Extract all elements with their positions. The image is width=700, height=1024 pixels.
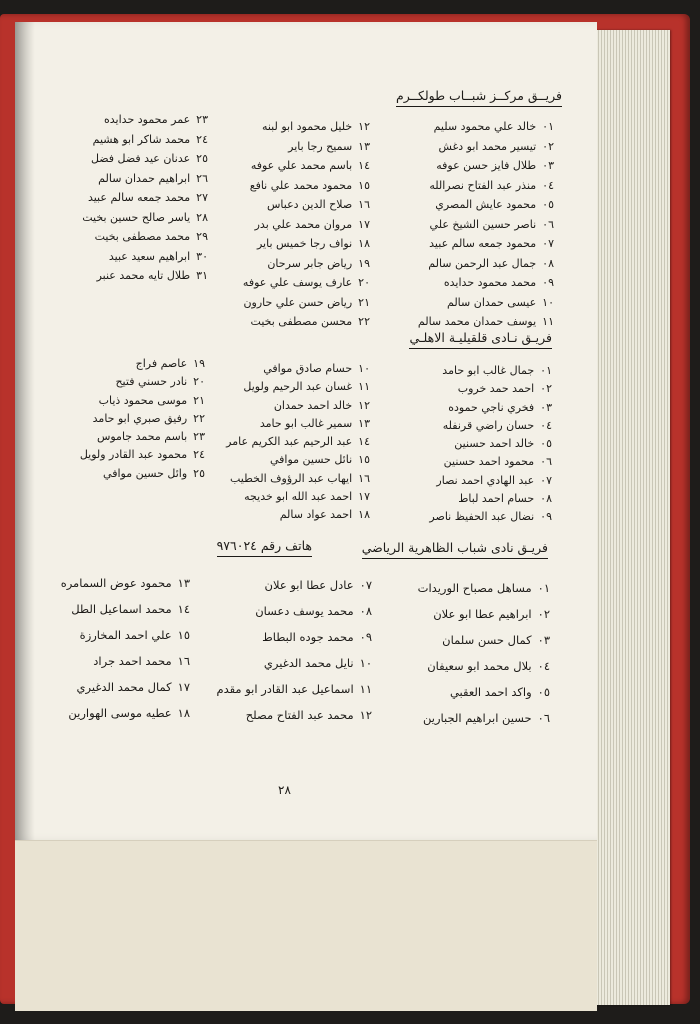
team-column: [418, 117, 554, 332]
player-name: باسم محمد علي عوفه: [250, 159, 353, 172]
player-entry: [243, 195, 370, 215]
player-entry: [418, 705, 550, 731]
player-name: عارف يوسف علي عوفه: [242, 276, 353, 289]
player-number: ١٤: [358, 435, 370, 449]
player-name: محمود محمد علي نافع: [249, 178, 353, 192]
player-entry: [216, 702, 372, 728]
player-entry: [429, 508, 552, 526]
player-number: ١٦: [358, 471, 370, 485]
player-name: محمود جمعه سالم عبيد: [429, 237, 537, 250]
player-entry: [82, 208, 208, 228]
player-number: ١٥: [177, 628, 190, 642]
player-entry: [216, 624, 372, 650]
player-name: جمال غالب ابو حامد: [442, 364, 535, 377]
player-name: محمد عبد الفتاح مصلح: [245, 708, 354, 722]
player-number: ٠٤: [540, 418, 552, 432]
team-column: [80, 355, 205, 483]
player-entry: [61, 648, 190, 674]
player-entry: [418, 627, 550, 653]
player-number: ٢٢: [358, 315, 370, 328]
player-entry: [243, 273, 370, 293]
player-name: عادل عطا ابو علان: [264, 578, 354, 592]
player-number: ٢٩: [196, 230, 208, 243]
player-number: ٢١: [358, 295, 370, 309]
player-number: ٠١: [542, 120, 554, 133]
player-name: فخري ناجي حموده: [448, 400, 535, 414]
player-name: سميح رجا باير: [288, 139, 353, 153]
player-number: ١٦: [358, 198, 370, 211]
player-name: كمال محمد الدغيري: [76, 680, 172, 694]
player-number: ٠٩: [359, 630, 372, 644]
player-number: ١٨: [177, 706, 190, 720]
player-name: واكد احمد العقبي: [449, 685, 532, 699]
player-number: ٢٥: [196, 152, 208, 165]
player-entry: [61, 674, 190, 700]
player-number: ١٣: [177, 576, 190, 590]
section-title-dhahiriya: فريـق نادى شباب الظاهرية الرياضي: [362, 540, 548, 559]
player-number: ٠٧: [540, 473, 552, 487]
player-entry: [429, 380, 552, 398]
player-number: ٠٥: [540, 437, 552, 451]
player-number: ٠٤: [542, 178, 554, 192]
player-entry: [243, 293, 370, 313]
player-name: نواف رجا خميس باير: [256, 237, 353, 250]
player-entry: [243, 176, 370, 196]
team-column: [216, 572, 372, 728]
player-number: ٢٣: [196, 113, 208, 126]
player-entry: [243, 254, 370, 274]
player-name: محمد مصطفى بخيت: [94, 230, 191, 243]
player-name: عبد الهادي احمد نصار: [436, 473, 535, 487]
player-name: محمد اسماعيل الطل: [71, 602, 172, 616]
player-name: كمال حسن سلمان: [442, 633, 532, 647]
player-number: ٢٧: [196, 191, 208, 204]
player-name: محسن مصطفى بخيت: [250, 315, 353, 328]
player-number: ٠٢: [542, 139, 554, 153]
player-name: خالد احمد حمدان: [273, 398, 353, 412]
player-number: ٠١: [537, 581, 550, 595]
player-name: نضال عبد الحفيظ ناصر: [429, 510, 535, 524]
player-name: يوسف حمدان محمد سالم: [417, 315, 537, 328]
player-entry: [226, 397, 370, 415]
player-name: محمد شاكر ابو هشيم: [92, 132, 191, 146]
player-number: ٠٨: [542, 256, 554, 270]
player-entry: [243, 117, 370, 137]
player-name: محمود عبد القادر ولويل: [79, 448, 188, 462]
player-entry: [418, 653, 550, 679]
player-entry: [226, 506, 370, 524]
player-name: عطيه موسى الهوارين: [68, 706, 172, 720]
player-entry: [429, 453, 552, 471]
player-entry: [82, 149, 208, 169]
team-column: [243, 117, 370, 332]
player-entry: [80, 392, 205, 410]
player-entry: [80, 465, 205, 483]
gutter-shadow: [15, 22, 35, 840]
page-lower-margin: [15, 840, 597, 1011]
player-number: ١٢: [358, 398, 370, 412]
player-entry: [226, 451, 370, 469]
player-number: ١٥: [358, 178, 370, 192]
player-number: ٠٩: [542, 276, 554, 289]
player-name: رفيق صبري ابو حامد: [92, 411, 188, 425]
player-entry: [80, 428, 205, 446]
player-name: نادر حسني فتيح: [115, 375, 188, 389]
player-entry: [82, 266, 208, 286]
player-entry: [82, 110, 208, 130]
player-number: ١٤: [177, 602, 190, 616]
player-number: ٢٠: [358, 276, 370, 289]
player-number: ٠٦: [537, 711, 550, 725]
player-number: ٠٧: [542, 237, 554, 250]
player-number: ١١: [542, 315, 554, 328]
player-name: سمير غالب ابو حامد: [259, 416, 353, 430]
player-name: ياسر صالح حسين بخيت: [82, 210, 191, 224]
team-column: [226, 360, 370, 525]
player-entry: [243, 215, 370, 235]
player-entry: [216, 650, 372, 676]
player-name: خليل محمود ابو لبنه: [261, 120, 353, 133]
player-entry: [80, 446, 205, 464]
player-name: ابراهيم حمدان سالم: [98, 171, 191, 185]
player-number: ١٥: [358, 453, 370, 467]
player-number: ١٢: [359, 708, 372, 722]
player-name: طلال فايز حسن عوفه: [436, 159, 537, 172]
player-number: ١١: [358, 380, 370, 394]
player-number: ١٧: [358, 490, 370, 504]
player-name: نائل حسين موافي: [270, 453, 353, 467]
player-entry: [429, 399, 552, 417]
player-name: طلال تايه محمد عنبر: [96, 269, 191, 282]
player-number: ٠١: [540, 364, 552, 377]
player-number: ٠٨: [359, 604, 372, 618]
section-title-tulkarm: فريــق مركــز شبــاب طولكــرم: [396, 88, 562, 107]
player-name: عمر محمود حدايده: [104, 113, 191, 126]
player-entry: [418, 156, 554, 176]
player-entry: [61, 570, 190, 596]
player-name: علي احمد المخارزة: [79, 628, 172, 642]
team-column: [82, 110, 208, 286]
player-name: ايهاب عبد الرؤوف الخطيب: [229, 471, 353, 485]
player-entry: [418, 679, 550, 705]
player-entry: [226, 488, 370, 506]
player-entry: [243, 312, 370, 332]
player-name: عدنان عيد فضل فضل: [90, 152, 191, 165]
player-name: اسماعيل عبد القادر ابو مقدم: [216, 682, 354, 696]
player-entry: [61, 596, 190, 622]
player-entry: [216, 598, 372, 624]
player-entry: [418, 601, 550, 627]
player-name: رياض حسن علي حارون: [243, 295, 353, 309]
player-entry: [418, 293, 554, 313]
player-entry: [226, 415, 370, 433]
player-entry: [418, 176, 554, 196]
player-name: احمد عبد الله ابو خديجه: [244, 490, 353, 504]
player-entry: [418, 312, 554, 332]
player-number: ٠٦: [540, 455, 552, 469]
player-entry: [82, 188, 208, 208]
player-name: مساهل مصباح الوريدات: [417, 581, 532, 595]
player-entry: [418, 137, 554, 157]
player-entry: [418, 215, 554, 235]
player-entry: [418, 234, 554, 254]
player-entry: [226, 470, 370, 488]
player-number: ١٤: [358, 159, 370, 172]
player-entry: [61, 622, 190, 648]
player-name: حسين ابراهيم الجبارين: [423, 711, 532, 725]
player-name: موسى محمود ذياب: [98, 393, 188, 407]
player-number: ١٨: [358, 508, 370, 522]
player-name: منذر عبد الفتاح نصرالله: [429, 178, 537, 192]
player-number: ١٣: [358, 416, 370, 430]
player-number: ١٣: [358, 139, 370, 153]
player-number: ١٨: [358, 237, 370, 250]
player-name: عبد الرحيم عبد الكريم عامر: [226, 435, 353, 449]
player-entry: [418, 254, 554, 274]
player-number: ٢١: [193, 393, 205, 407]
player-name: خالد علي محمود سليم: [433, 120, 537, 133]
player-entry: [429, 490, 552, 508]
player-number: ١١: [359, 682, 372, 696]
player-entry: [429, 362, 552, 380]
player-number: ١٠: [358, 362, 370, 375]
player-name: احمد حمد خروب: [457, 382, 535, 396]
player-number: ١٧: [358, 217, 370, 231]
player-name: بلال محمد ابو سعيفان: [427, 659, 532, 673]
player-entry: [243, 234, 370, 254]
player-name: محمد احمد جراد: [93, 654, 172, 668]
player-entry: [80, 355, 205, 373]
player-name: حسان راضي قرنفله: [442, 418, 535, 432]
player-name: جمال عبد الرحمن سالم: [428, 256, 537, 270]
team-column: [429, 362, 552, 527]
player-name: محمد جوده البطاط: [262, 630, 354, 644]
player-name: حسام صادق موافي: [263, 362, 353, 375]
player-entry: [61, 700, 190, 726]
player-name: غسان عبد الرحيم ولويل: [243, 380, 353, 394]
player-number: ٠٣: [542, 159, 554, 172]
player-number: ٠٧: [359, 578, 372, 592]
player-number: ٠٣: [537, 633, 550, 647]
player-number: ٢٤: [193, 448, 205, 462]
player-entry: [429, 435, 552, 453]
player-name: خالد احمد حسنين: [454, 437, 535, 451]
player-name: باسم محمد جاموس: [96, 430, 188, 444]
team-column: [418, 575, 550, 731]
player-name: محمد جمعه سالم عبيد: [87, 191, 191, 204]
player-number: ٢٨: [196, 210, 208, 224]
player-number: ٠٤: [537, 659, 550, 673]
player-entry: [226, 433, 370, 451]
player-number: ٢٠: [193, 375, 205, 389]
player-entry: [216, 676, 372, 702]
player-name: ابراهيم عطا ابو علان: [433, 607, 532, 621]
player-name: احمد عواد سالم: [279, 508, 353, 522]
player-number: ٠٢: [540, 382, 552, 396]
player-number: ٠٥: [542, 198, 554, 211]
player-name: رياض جابر سرحان: [267, 256, 353, 270]
player-number: ٠٩: [540, 510, 552, 524]
player-number: ٣٠: [196, 249, 208, 263]
player-name: عاصم فراج: [135, 357, 188, 370]
player-entry: [418, 117, 554, 137]
player-entry: [418, 575, 550, 601]
player-name: محمود احمد حسنين: [443, 455, 535, 469]
player-entry: [82, 169, 208, 189]
team-column: [61, 570, 190, 726]
player-name: ابراهيم سعيد عبيد: [108, 249, 191, 263]
player-number: ١٩: [358, 256, 370, 270]
player-number: ١٩: [193, 357, 205, 370]
player-name: صلاح الدين دعباس: [266, 198, 353, 211]
player-entry: [82, 130, 208, 150]
player-entry: [418, 273, 554, 293]
player-entry: [216, 572, 372, 598]
player-entry: [429, 417, 552, 435]
player-name: وائل حسين موافي: [103, 466, 188, 480]
player-name: محمد محمود حدايده: [443, 276, 537, 289]
player-number: ٠٦: [542, 217, 554, 231]
phone-number: هاتف رقم ٩٧٦٠٢٤: [217, 538, 312, 557]
player-number: ١٢: [358, 120, 370, 133]
player-name: ناصر حسين الشيخ علي: [429, 217, 537, 231]
player-name: عيسى حمدان سالم: [447, 295, 537, 309]
player-entry: [429, 472, 552, 490]
player-entry: [80, 373, 205, 391]
player-entry: [243, 137, 370, 157]
player-name: تيسير محمد ابو دغش: [438, 139, 537, 153]
player-number: ٢٤: [196, 132, 208, 146]
player-name: محمود عايش المصري: [435, 198, 537, 211]
player-name: محمود عوض السمامره: [60, 576, 172, 590]
player-entry: [243, 156, 370, 176]
player-entry: [418, 195, 554, 215]
player-name: محمد يوسف دعسان: [255, 604, 354, 618]
player-entry: [82, 227, 208, 247]
player-number: ١٠: [359, 656, 372, 670]
player-number: ١٧: [177, 680, 190, 694]
player-entry: [80, 410, 205, 428]
player-number: ٠٣: [540, 400, 552, 414]
player-number: ٢٢: [193, 411, 205, 425]
player-number: ٣١: [196, 269, 208, 282]
player-number: ٢٣: [193, 430, 205, 444]
player-number: ١٦: [177, 654, 190, 668]
player-name: مروان محمد علي بدر: [254, 217, 353, 231]
player-entry: [226, 360, 370, 378]
player-number: ١٠: [542, 295, 554, 309]
player-number: ٠٨: [540, 492, 552, 506]
player-entry: [82, 247, 208, 267]
player-number: ٢٦: [196, 171, 208, 185]
player-name: حسام احمد لباط: [458, 492, 535, 506]
player-number: ٠٢: [537, 607, 550, 621]
player-number: ٠٥: [537, 685, 550, 699]
player-name: نايل محمد الدغيري: [263, 656, 354, 670]
player-entry: [226, 378, 370, 396]
player-number: ٢٥: [193, 466, 205, 480]
section-title-qalqilya: فريـق نـادى قلقيليـة الاهلـي: [409, 330, 552, 349]
page-number: ٢٨: [278, 783, 291, 797]
